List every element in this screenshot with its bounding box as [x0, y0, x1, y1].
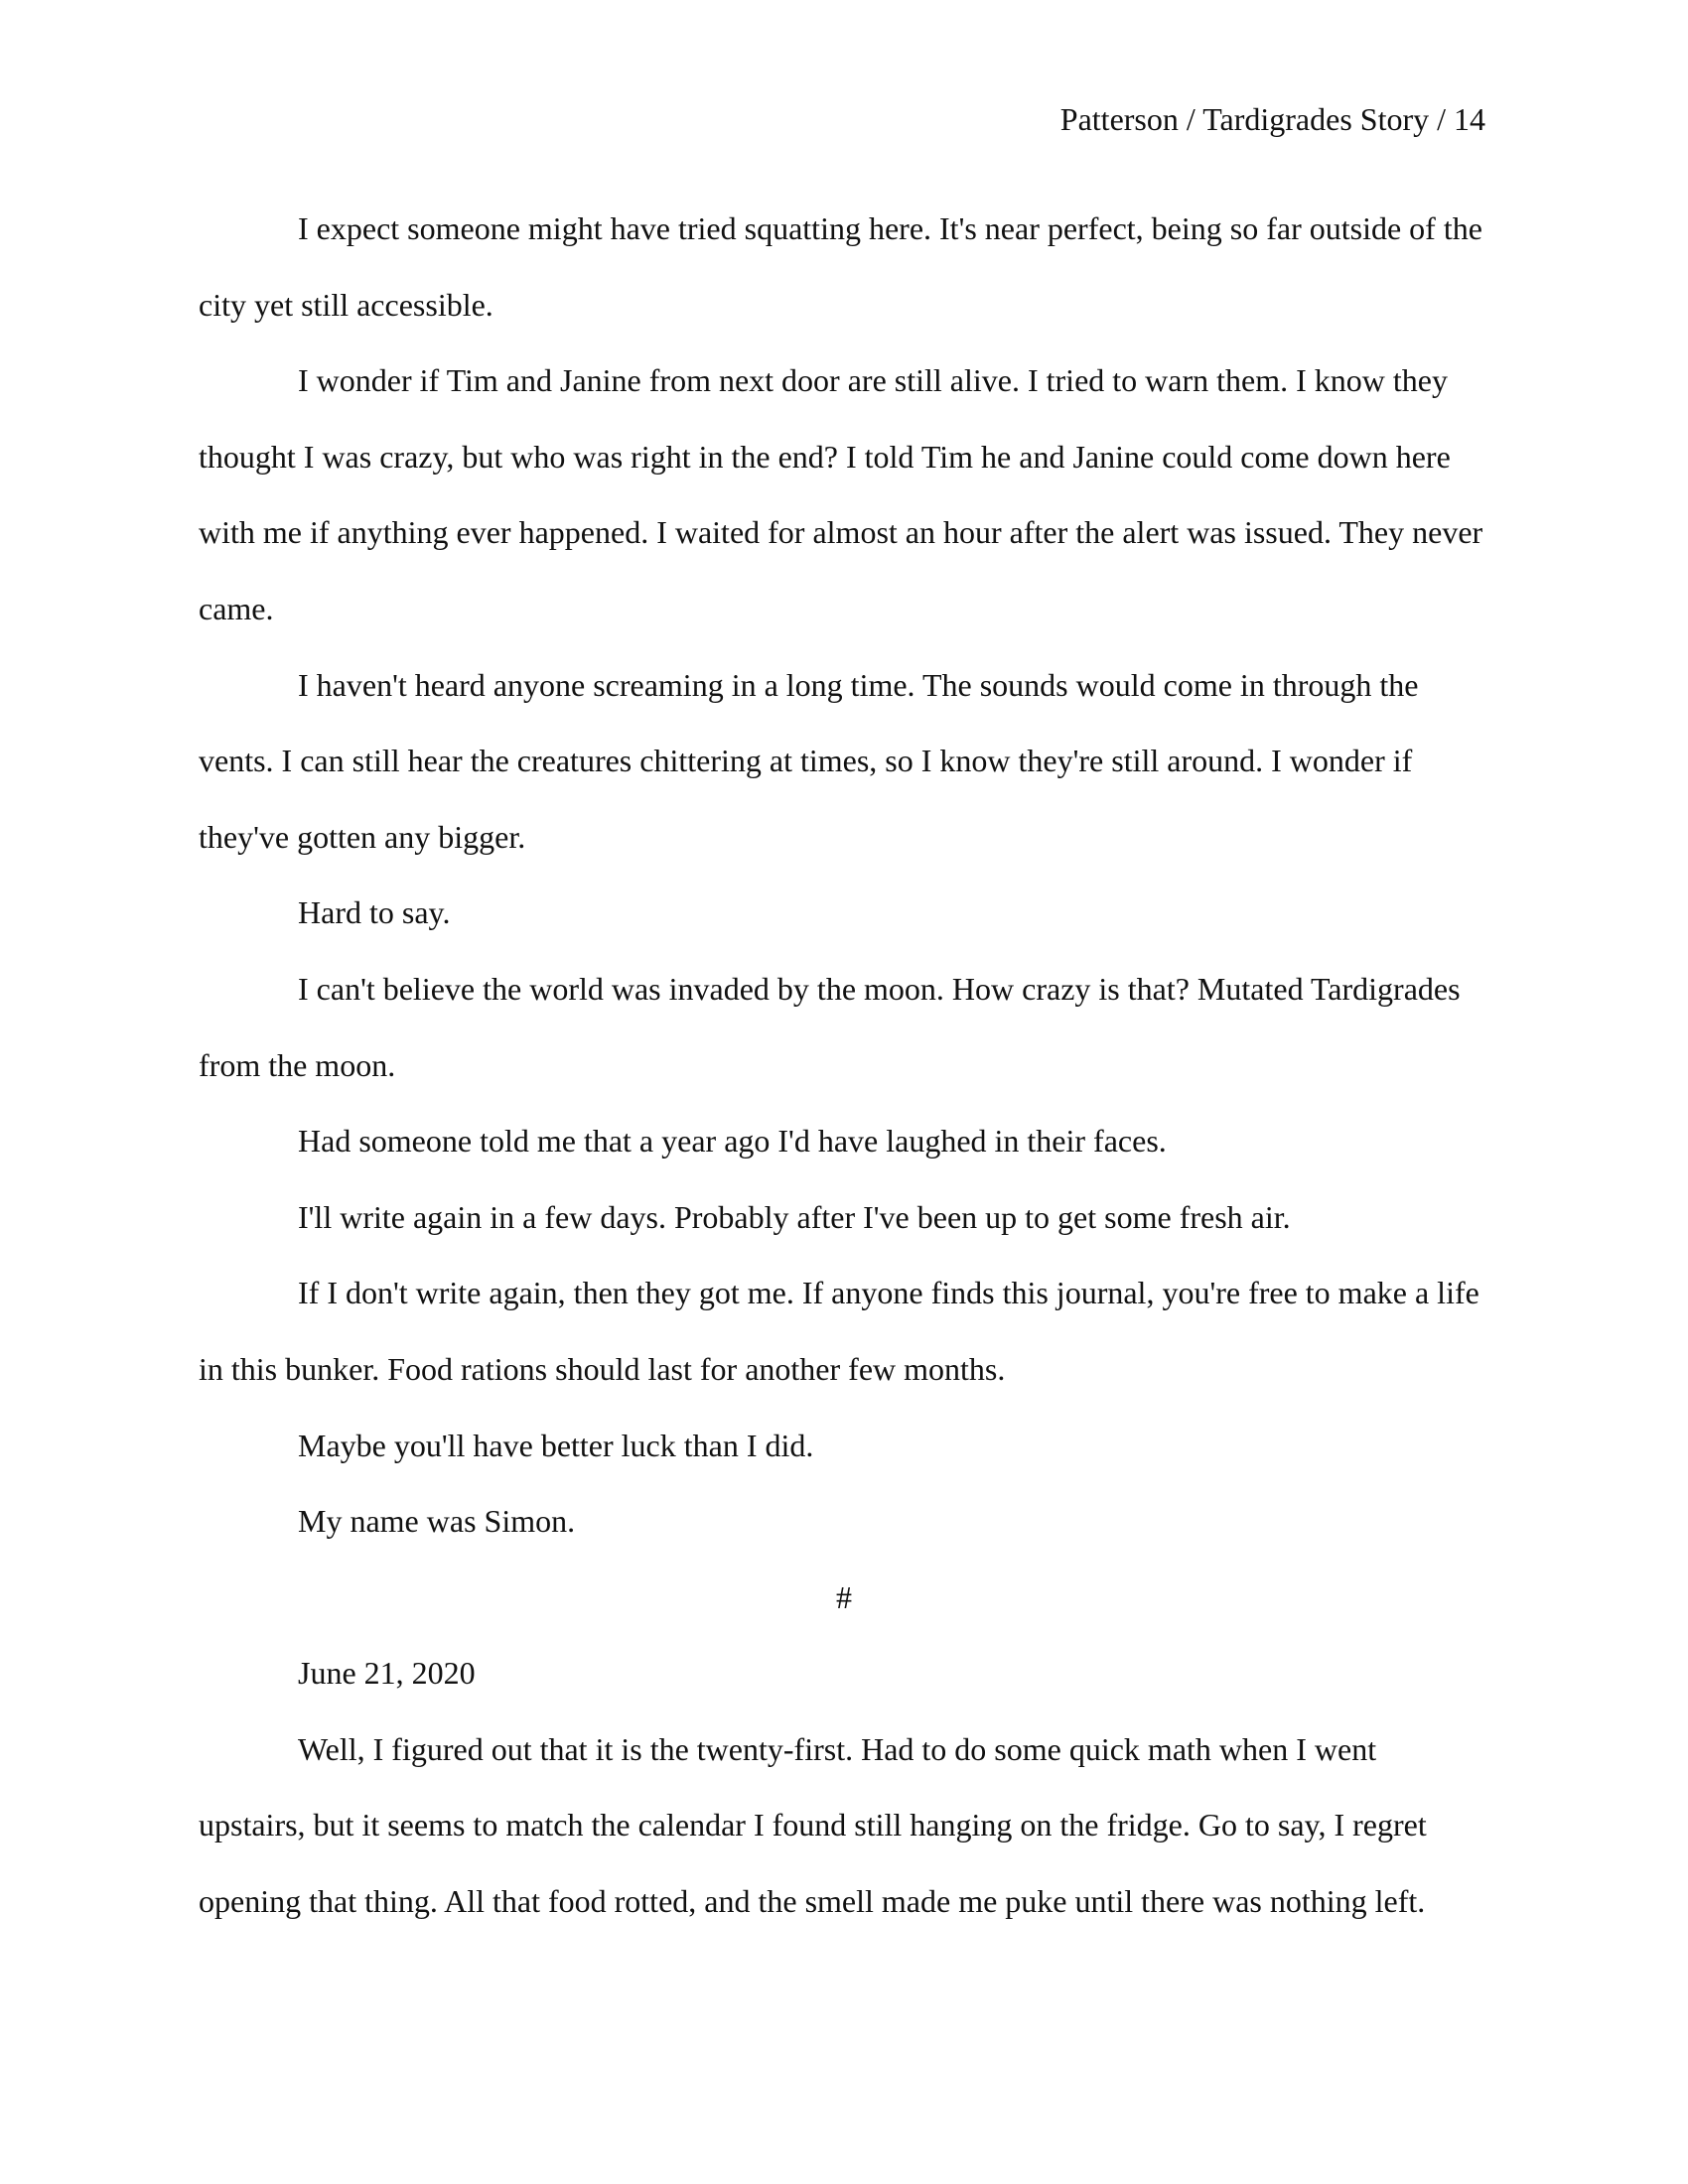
- paragraph: Well, I figured out that it is the twenty-first. Had to do some quick math when I went upstairs, but it seems to match the calendar I found still hanging on the fridge. Go to say, I regret opening that thing. All that food rotted, and the smell made me puke until there was nothing left.: [199, 1730, 1427, 1920]
- paragraph: I wonder if Tim and Janine from next door are still alive. I tried to warn them. I know they thought I was crazy, but who was right in the end? I told Tim he and Janine could come down here with me if anything ever happened. I waited for almost an hour after the alert was issued. They never came.: [199, 362, 1483, 626]
- paragraph: If I don't write again, then they got me. If anyone finds this journal, you're free to make a life in this bunker. Food rations should last for another few months.: [199, 1275, 1479, 1387]
- paragraph: My name was Simon.: [298, 1503, 576, 1540]
- scene-break: #: [836, 1578, 852, 1615]
- manuscript-body: [199, 191, 1489, 1940]
- paragraph: I can't believe the world was invaded by the moon. How crazy is that? Mutated Tardigrades from the moon.: [199, 970, 1461, 1083]
- paragraph: Maybe you'll have better luck than I did.: [298, 1427, 814, 1463]
- paragraph: Had someone told me that a year ago I'd have laughed in their faces.: [298, 1123, 1167, 1160]
- paragraph: I expect someone might have tried squatting here. It's near perfect, being so far outside of the city yet still accessible.: [199, 210, 1482, 323]
- running-header: Patterson / Tardigrades Story / 14: [1059, 101, 1485, 137]
- paragraph: I'll write again in a few days. Probably after I've been up to get some fresh air.: [298, 1198, 1291, 1235]
- journal-date: June 21, 2020: [298, 1655, 476, 1692]
- paragraph: Hard to say.: [298, 894, 451, 931]
- paragraph: I haven't heard anyone screaming in a long time. The sounds would come in through the vents. I can still hear the creatures chittering at times, so I know they're still around. I wonder if they've gotten any bigger.: [199, 666, 1419, 855]
